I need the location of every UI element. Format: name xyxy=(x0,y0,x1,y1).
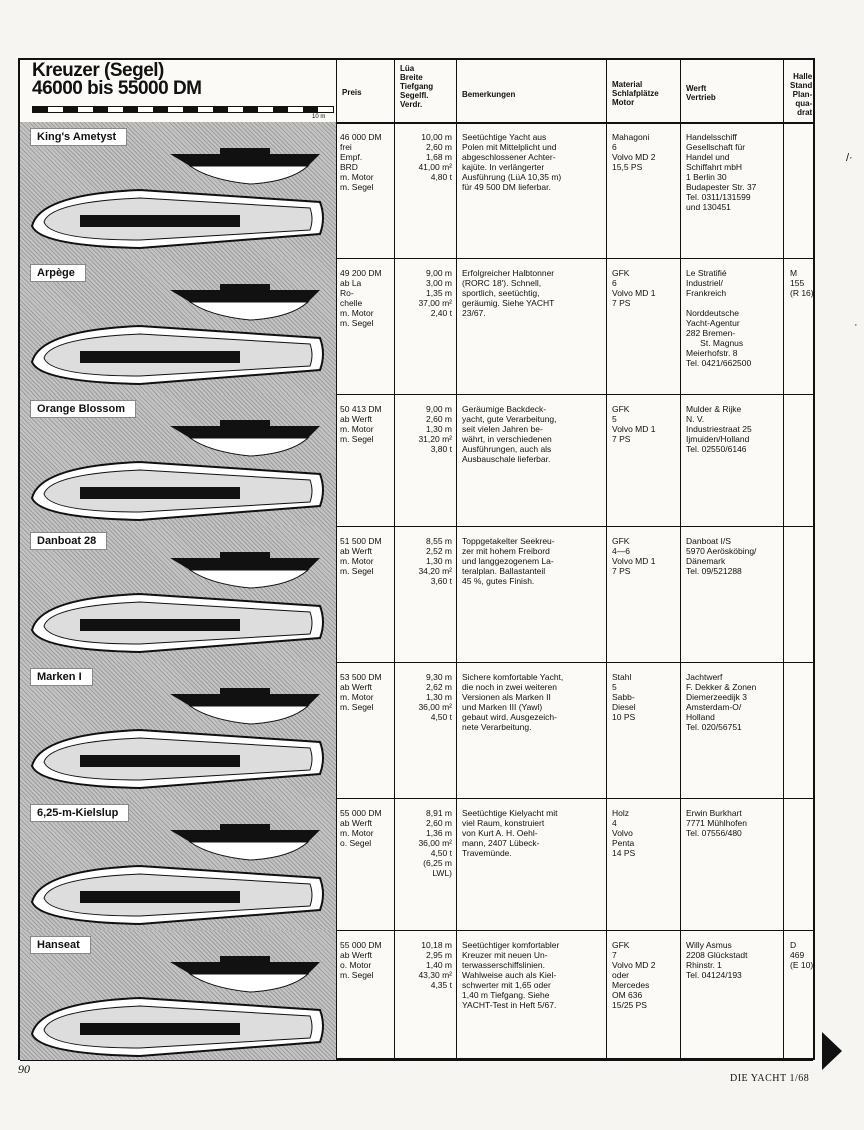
boat-yard: Mulder & Rijke N. V. Industriestraat 25 Ijmuiden/Holland Tel. 02550/6146 xyxy=(686,404,752,454)
hull-side-profile xyxy=(170,694,320,706)
boat-row xyxy=(20,798,813,931)
col-hall: Halle Stand Plan- qua- drat xyxy=(790,72,813,117)
boat-remarks: Erfolgreicher Halbtonner (RORC 18'). Schnell, sportlich, seetüchtig, geräumig. Siehe YACHT 23/67. xyxy=(462,268,555,318)
cabin-profile xyxy=(220,956,270,963)
col-yard: Werft Vertrieb xyxy=(686,84,716,102)
boat-name: Orange Blossom xyxy=(30,400,136,418)
scale-bar xyxy=(32,106,334,113)
col-dims: Lüa Breite Tiefgang Segelfl. Verdr. xyxy=(400,64,434,109)
boat-name: Marken I xyxy=(30,668,93,686)
interior-berths xyxy=(80,487,240,499)
boat-yard: Jachtwerf F. Dekker & Zonen Diemerzeedijk 3 Amsterdam-O/ Holland Tel. 020/56751 xyxy=(686,672,757,732)
boat-material: GFK 7 Volvo MD 2 oder Mercedes OM 636 15/25 PS xyxy=(612,940,656,1010)
price-range-title: 46000 bis 55000 DM xyxy=(32,78,202,99)
boat-illustration xyxy=(20,258,336,394)
boat-remarks: Seetüchtiger komfortabler Kreuzer mit neuen Un- terwasserschiffslinien. Wahlweise auch als Kiel- schwerter mit 1,65 oder 1,40 m Tiefgang. Siehe YACHT-Test in Heft 5/67. xyxy=(462,940,560,1010)
boat-illustration xyxy=(20,526,336,662)
boat-name: Danboat 28 xyxy=(30,532,107,550)
boat-dimensions: 8,91 m 2,60 m 1,36 m 36,00 m² 4,50 t (6,25 m LWL) xyxy=(418,808,452,878)
boat-material: GFK 6 Volvo MD 1 7 PS xyxy=(612,268,656,308)
boat-row xyxy=(20,258,813,395)
page-number: 90 xyxy=(18,1062,30,1076)
boat-dimensions: 9,00 m 3,00 m 1,35 m 37,00 m² 2,40 t xyxy=(418,268,452,318)
boat-material: Holz 4 Volvo Penta 14 PS xyxy=(612,808,636,858)
underwater-profile xyxy=(190,706,308,724)
next-page-arrow-icon xyxy=(822,1032,842,1070)
cabin-profile xyxy=(220,824,270,831)
interior-berths xyxy=(80,215,240,227)
table-header xyxy=(20,60,813,124)
boat-remarks: Seetüchtige Yacht aus Polen mit Mittelplicht und abgeschlossener Achter- kajüte. In verlängerter Ausführung (LüA 10,35 m) für 49 500 DM lieferbar. xyxy=(462,132,562,192)
boat-price: 51 500 DM ab Werft m. Motor m. Segel xyxy=(340,536,382,576)
col-price: Preis xyxy=(342,88,362,97)
boat-row xyxy=(20,394,813,527)
boat-name: King's Ametyst xyxy=(30,128,127,146)
boat-material: GFK 4—6 Volvo MD 1 7 PS xyxy=(612,536,656,576)
underwater-profile xyxy=(190,166,308,184)
boat-yard: Danboat I/S 5970 Aerösköbing/ Dänemark Tel. 09/521288 xyxy=(686,536,757,576)
hull-side-profile xyxy=(170,558,320,570)
boat-row xyxy=(20,122,813,259)
boat-remarks: Geräumige Backdeck- yacht, gute Verarbeitung, seit vielen Jahren be- währt, in verschiedenen Ausführungen, auch als Ausbauschale lieferbar. xyxy=(462,404,557,464)
hull-side-profile xyxy=(170,830,320,842)
underwater-profile xyxy=(190,974,308,992)
boat-hall-stand: D 469 (E 10) xyxy=(790,940,814,970)
boat-illustration xyxy=(20,930,336,1060)
boat-price: 53 500 DM ab Werft m. Motor m. Segel xyxy=(340,672,382,712)
boat-row xyxy=(20,526,813,663)
boat-yard: Le Stratifié Industriel/ Frankreich Norddeutsche Yacht-Agentur 282 Bremen- St. Magnus Meierhofstr. 8 Tel. 0421/662500 xyxy=(686,268,752,368)
underwater-profile xyxy=(190,438,308,456)
interior-berths xyxy=(80,891,240,903)
boat-dimensions: 10,18 m 2,95 m 1,40 m 43,30 m² 4,35 t xyxy=(418,940,452,990)
boat-illustration xyxy=(20,394,336,526)
cabin-profile xyxy=(220,284,270,291)
cabin-profile xyxy=(220,148,270,155)
boat-name: Arpège xyxy=(30,264,86,282)
col-material: Material Schlafplätze Motor xyxy=(612,80,659,107)
boat-price: 55 000 DM ab Werft o. Motor m. Segel xyxy=(340,940,382,980)
underwater-profile xyxy=(190,302,308,320)
cabin-profile xyxy=(220,688,270,695)
catalog-page xyxy=(18,58,815,1060)
cabin-profile xyxy=(220,552,270,559)
boat-illustration xyxy=(20,662,336,798)
boat-dimensions: 9,30 m 2,62 m 1,30 m 36,00 m² 4,50 t xyxy=(418,672,452,722)
boat-material: Stahl 5 Sabb- Diesel 10 PS xyxy=(612,672,636,722)
boat-remarks: Toppgetakelter Seekreu- zer mit hohem Freibord und langgezogenem La- teralplan. Ballastanteil 45 %, gutes Finish. xyxy=(462,536,555,586)
boat-material: Mahagoni 6 Volvo MD 2 15,5 PS xyxy=(612,132,656,172)
hull-side-profile xyxy=(170,290,320,302)
boat-name: 6,25-m-Kielslup xyxy=(30,804,129,822)
cabin-profile xyxy=(220,420,270,427)
interior-berths xyxy=(80,351,240,363)
underwater-profile xyxy=(190,842,308,860)
underwater-profile xyxy=(190,570,308,588)
interior-berths xyxy=(80,1023,240,1035)
interior-berths xyxy=(80,619,240,631)
boat-hall-stand: M 155 (R 16) xyxy=(790,268,814,298)
boat-remarks: Seetüchtige Kielyacht mit viel Raum, konstruiert von Kurt A. H. Oehl- mann, 2407 Lübeck- Travemünde. xyxy=(462,808,558,858)
boat-name: Hanseat xyxy=(30,936,91,954)
col-remarks: Bemerkungen xyxy=(462,90,516,99)
hull-side-profile xyxy=(170,426,320,438)
boat-yard: Willy Asmus 2208 Glückstadt Rhinstr. 1 Tel. 04124/193 xyxy=(686,940,748,980)
hull-side-profile xyxy=(170,962,320,974)
boat-material: GFK 5 Volvo MD 1 7 PS xyxy=(612,404,656,444)
boat-illustration xyxy=(20,798,336,930)
boat-dimensions: 8,55 m 2,52 m 1,30 m 34,20 m² 3,60 t xyxy=(418,536,452,586)
boat-yard: Handelsschiff Gesellschaft für Handel und Schiffahrt mbH 1 Berlin 30 Budapester Str. 37 Tel. 0311/131599 und 130451 xyxy=(686,132,757,212)
boat-dimensions: 10,00 m 2,60 m 1,68 m 41,00 m² 4,80 t xyxy=(418,132,452,182)
boat-row xyxy=(20,662,813,799)
scale-label: 10 m xyxy=(312,114,326,120)
boat-yard: Erwin Burkhart 7771 Mühlhofen Tel. 07556/480 xyxy=(686,808,747,838)
boat-price: 55 000 DM ab Werft m. Motor o. Segel xyxy=(340,808,382,848)
boat-row xyxy=(20,930,813,1061)
journal-name: DIE YACHT 1/68 xyxy=(730,1073,810,1084)
boat-price: 49 200 DM ab La Ro- chelle m. Motor m. Segel xyxy=(340,268,382,328)
interior-berths xyxy=(80,755,240,767)
boat-dimensions: 9,00 m 2,60 m 1,30 m 31,20 m² 3,80 t xyxy=(418,404,452,454)
boat-illustration xyxy=(20,122,336,258)
boat-price: 50 413 DM ab Werft m. Motor m. Segel xyxy=(340,404,382,444)
boat-price: 46 000 DM frei Empf. BRD m. Motor m. Segel xyxy=(340,132,382,192)
boat-remarks: Sichere komfortable Yacht, die noch in zwei weiteren Versionen als Marken II und Marken III (Yawl) gebaut wird. Ausgezeich- nete Verarbeitung. xyxy=(462,672,564,732)
category-title: Kreuzer (Segel) xyxy=(32,60,164,81)
hull-side-profile xyxy=(170,154,320,166)
